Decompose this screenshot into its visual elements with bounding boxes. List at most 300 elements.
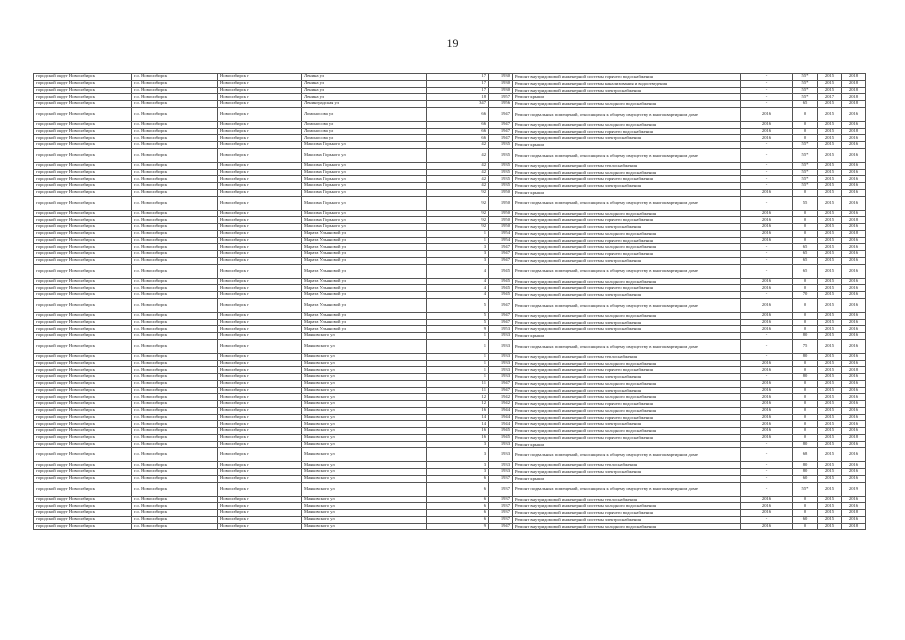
table-row [34, 475, 866, 482]
cell-street: Маяковского ул [302, 462, 427, 469]
cell-completed-year: 2016 [741, 428, 793, 435]
cell-city: г.о. Новосибирск [132, 230, 218, 237]
cell-district: городской округ Новосибирск [34, 475, 132, 482]
cell-street: Марата Ульяновой ул [302, 230, 427, 237]
cell-locality: Новосибирск г [218, 414, 302, 421]
cell-period-end: 2016 [842, 285, 866, 292]
cell-period-end: 2016 [842, 414, 866, 421]
cell-build-year: 1933 [489, 353, 513, 360]
cell-locality: Новосибирск г [218, 162, 302, 169]
cell-locality: Новосибирск г [218, 142, 302, 149]
cell-city: г.о. Новосибирск [132, 441, 218, 448]
cell-period-end: 2016 [842, 251, 866, 258]
cell-work-type: Ремонт внутридомовой инженерной системы холодного водоснабжения [513, 210, 741, 217]
cell-street: Маяковского ул [302, 475, 427, 482]
cell-build-year: 1935 [489, 142, 513, 149]
cell-district: городской округ Новосибирск [34, 516, 132, 523]
cell-work-type: Ремонт внутридомовой инженерной системы холодного водоснабжения [513, 380, 741, 387]
cell-completed-year: - [741, 441, 793, 448]
cell-house-number: 3 [427, 448, 489, 462]
cell-value: 0 [793, 428, 818, 435]
cell-build-year: 1945 [489, 278, 513, 285]
cell-period-start: 2015 [818, 475, 842, 482]
cell-street: Марата Ульяновой ул [302, 326, 427, 333]
cell-period-end: 2019 [842, 482, 866, 496]
cell-build-year: 1933 [489, 448, 513, 462]
table-row [34, 441, 866, 448]
cell-period-start: 2015 [818, 210, 842, 217]
table-row [34, 292, 866, 299]
cell-district: городской округ Новосибирск [34, 441, 132, 448]
cell-work-type: Ремонт внутридомовой инженерной системы холодного водоснабжения [513, 503, 741, 510]
cell-city: г.о. Новосибирск [132, 74, 218, 81]
cell-value: 0 [793, 210, 818, 217]
cell-city: г.о. Новосибирск [132, 107, 218, 121]
cell-value: 0 [793, 367, 818, 374]
cell-work-type: Ремонт крыши [513, 94, 741, 101]
cell-work-type: Ремонт внутридомовой инженерной системы холодного водоснабжения [513, 244, 741, 251]
cell-completed-year: 2016 [741, 394, 793, 401]
cell-value: 0 [793, 380, 818, 387]
cell-street: Ленина ул [302, 87, 427, 94]
cell-district: городской округ Новосибирск [34, 326, 132, 333]
table-row [34, 183, 866, 190]
cell-period-end: 2018 [842, 94, 866, 101]
cell-period-start: 2015 [818, 319, 842, 326]
cell-build-year: 1937 [489, 510, 513, 517]
cell-house-number: 3 [427, 441, 489, 448]
cell-period-start: 2015 [818, 230, 842, 237]
cell-completed-year: - [741, 251, 793, 258]
cell-period-start: 2017 [818, 94, 842, 101]
cell-value: 55* [793, 482, 818, 496]
cell-street: Марата Ульяновой ул [302, 251, 427, 258]
cell-locality: Новосибирск г [218, 217, 302, 224]
cell-value: 80 [793, 353, 818, 360]
cell-completed-year: - [741, 74, 793, 81]
cell-house-number: 42 [427, 142, 489, 149]
cell-work-type: Ремонт внутридомовой инженерной системы теплоснабжения [513, 496, 741, 503]
cell-house-number: 4 [427, 278, 489, 285]
cell-district: городской округ Новосибирск [34, 462, 132, 469]
cell-locality: Новосибирск г [218, 387, 302, 394]
cell-house-number: 42 [427, 183, 489, 190]
cell-city: г.о. Новосибирск [132, 217, 218, 224]
cell-house-number: 92 [427, 210, 489, 217]
cell-locality: Новосибирск г [218, 87, 302, 94]
cell-house-number: 17 [427, 80, 489, 87]
cell-locality: Новосибирск г [218, 196, 302, 210]
cell-street: Маяковского ул [302, 380, 427, 387]
cell-street: Ломоносова ул [302, 121, 427, 128]
cell-completed-year: - [741, 162, 793, 169]
cell-period-end: 2016 [842, 237, 866, 244]
cell-street: Ломоносова ул [302, 107, 427, 121]
cell-period-end: 2016 [842, 319, 866, 326]
cell-locality: Новосибирск г [218, 374, 302, 381]
cell-period-start: 2015 [818, 224, 842, 231]
cell-value: 55* [793, 176, 818, 183]
cell-period-end: 2016 [842, 496, 866, 503]
cell-street: Марата Ульяновой ул [302, 312, 427, 319]
cell-locality: Новосибирск г [218, 394, 302, 401]
cell-work-type: Ремонт внутридомовой инженерной системы холодного водоснабжения [513, 312, 741, 319]
cell-locality: Новосибирск г [218, 169, 302, 176]
cell-locality: Новосибирск г [218, 434, 302, 441]
cell-street: Марата Ульяновой ул [302, 264, 427, 278]
cell-street: Маяковского ул [302, 374, 427, 381]
cell-work-type: Ремонт подвальных помещений, относящихся к общему имуществу в многоквартирном доме [513, 264, 741, 278]
cell-period-start: 2015 [818, 169, 842, 176]
cell-work-type: Ремонт внутридомовой инженерной системы электроснабжения [513, 135, 741, 142]
cell-value: 0 [793, 523, 818, 530]
table-row [34, 353, 866, 360]
cell-house-number: 17 [427, 87, 489, 94]
cell-district: городской округ Новосибирск [34, 469, 132, 476]
cell-completed-year: 2016 [741, 401, 793, 408]
cell-build-year: 1954 [489, 237, 513, 244]
cell-period-end: 2016 [842, 503, 866, 510]
cell-period-start: 2015 [818, 80, 842, 87]
cell-street: Маяковского ул [302, 339, 427, 353]
cell-house-number: 92 [427, 189, 489, 196]
cell-period-end: 2016 [842, 407, 866, 414]
cell-work-type: Ремонт внутридомовой инженерной системы горячего водоснабжения [513, 434, 741, 441]
cell-house-number: 14 [427, 414, 489, 421]
cell-district: городской округ Новосибирск [34, 128, 132, 135]
cell-work-type: Ремонт подвальных помещений, относящихся к общему имуществу в многоквартирном доме [513, 339, 741, 353]
cell-build-year: 1947 [489, 244, 513, 251]
cell-period-end: 2018 [842, 510, 866, 517]
cell-district: городской округ Новосибирск [34, 264, 132, 278]
cell-work-type: Ремонт подвальных помещений, относящихся к общему имуществу в многоквартирном доме [513, 107, 741, 121]
cell-house-number: 92 [427, 217, 489, 224]
cell-period-start: 2015 [818, 142, 842, 149]
cell-value: 0 [793, 285, 818, 292]
cell-house-number: 42 [427, 148, 489, 162]
cell-period-end: 2016 [842, 326, 866, 333]
cell-city: г.о. Новосибирск [132, 360, 218, 367]
table-row [34, 374, 866, 381]
cell-work-type: Ремонт внутридомовой инженерной системы теплоснабжения [513, 462, 741, 469]
cell-street: Маяковского ул [302, 414, 427, 421]
cell-build-year: 1942 [489, 394, 513, 401]
cell-work-type: Ремонт внутридомовой инженерной системы электроснабжения [513, 421, 741, 428]
cell-completed-year: 2016 [741, 380, 793, 387]
cell-street: Маяковского ул [302, 333, 427, 340]
cell-build-year: 1930 [489, 74, 513, 81]
cell-street: Маяковского ул [302, 448, 427, 462]
cell-period-end: 2018 [842, 87, 866, 94]
cell-completed-year: - [741, 244, 793, 251]
cell-house-number: 6 [427, 510, 489, 517]
cell-locality: Новосибирск г [218, 360, 302, 367]
cell-period-start: 2015 [818, 367, 842, 374]
cell-value: 0 [793, 312, 818, 319]
cell-locality: Новосибирск г [218, 298, 302, 312]
cell-locality: Новосибирск г [218, 244, 302, 251]
cell-district: городской округ Новосибирск [34, 142, 132, 149]
cell-work-type: Ремонт внутридомовой инженерной системы электроснабжения [513, 374, 741, 381]
cell-value: 80 [793, 374, 818, 381]
table-row [34, 135, 866, 142]
cell-build-year: 1930 [489, 80, 513, 87]
cell-district: городской округ Новосибирск [34, 94, 132, 101]
cell-locality: Новосибирск г [218, 407, 302, 414]
cell-district: городской округ Новосибирск [34, 257, 132, 264]
cell-city: г.о. Новосибирск [132, 162, 218, 169]
cell-house-number: 3 [427, 257, 489, 264]
table-row [34, 94, 866, 101]
cell-value: 70 [793, 292, 818, 299]
cell-completed-year: 2016 [741, 230, 793, 237]
cell-build-year: 1947 [489, 319, 513, 326]
cell-completed-year: - [741, 169, 793, 176]
cell-completed-year: 2016 [741, 107, 793, 121]
cell-value: 0 [793, 217, 818, 224]
cell-street: Маяковского ул [302, 434, 427, 441]
cell-street: Маяковского ул [302, 387, 427, 394]
cell-value: 68 [793, 448, 818, 462]
cell-work-type: Ремонт внутридомовой инженерной системы электроснабжения [513, 87, 741, 94]
cell-period-end: 2016 [842, 380, 866, 387]
cell-build-year: 1933 [489, 441, 513, 448]
cell-district: городской округ Новосибирск [34, 244, 132, 251]
cell-locality: Новосибирск г [218, 510, 302, 517]
cell-period-end: 2016 [842, 353, 866, 360]
cell-period-end: 2016 [842, 387, 866, 394]
cell-work-type: Ремонт подвальных помещений, относящихся к общему имуществу в многоквартирном доме [513, 482, 741, 496]
cell-locality: Новосибирск г [218, 333, 302, 340]
table-row [34, 414, 866, 421]
cell-build-year: 1945 [489, 264, 513, 278]
cell-build-year: 1944 [489, 414, 513, 421]
cell-period-end: 2018 [842, 523, 866, 530]
cell-build-year: 1937 [489, 503, 513, 510]
table-row [34, 434, 866, 441]
cell-completed-year: 2016 [741, 387, 793, 394]
cell-period-start: 2015 [818, 374, 842, 381]
cell-build-year: 1944 [489, 421, 513, 428]
cell-period-start: 2015 [818, 189, 842, 196]
cell-period-end: 2016 [842, 121, 866, 128]
cell-locality: Новосибирск г [218, 224, 302, 231]
table-row [34, 278, 866, 285]
cell-street: Маяковского ул [302, 482, 427, 496]
cell-house-number: 11 [427, 380, 489, 387]
cell-value: 55* [793, 80, 818, 87]
cell-completed-year: - [741, 80, 793, 87]
works-table-container [33, 73, 865, 530]
cell-locality: Новосибирск г [218, 312, 302, 319]
cell-completed-year: 2016 [741, 414, 793, 421]
cell-work-type: Ремонт внутридомовой инженерной системы горячего водоснабжения [513, 251, 741, 258]
cell-house-number: 66 [427, 121, 489, 128]
cell-locality: Новосибирск г [218, 94, 302, 101]
cell-work-type: Ремонт внутридомовой инженерной системы холодного водоснабжения [513, 407, 741, 414]
cell-period-start: 2015 [818, 441, 842, 448]
table-row [34, 162, 866, 169]
cell-value: 0 [793, 319, 818, 326]
cell-locality: Новосибирск г [218, 148, 302, 162]
cell-street: Ленина ул [302, 94, 427, 101]
cell-value: 55 [793, 196, 818, 210]
cell-house-number: 5 [427, 298, 489, 312]
cell-house-number: 5 [427, 312, 489, 319]
cell-period-start: 2015 [818, 448, 842, 462]
cell-city: г.о. Новосибирск [132, 469, 218, 476]
cell-period-end: 2016 [842, 292, 866, 299]
cell-house-number: 16 [427, 434, 489, 441]
table-row [34, 380, 866, 387]
cell-build-year: 1933 [489, 469, 513, 476]
cell-completed-year: 2016 [741, 224, 793, 231]
cell-build-year: 1947 [489, 251, 513, 258]
cell-value: 65 [793, 244, 818, 251]
cell-district: городской округ Новосибирск [34, 401, 132, 408]
cell-period-end: 2016 [842, 448, 866, 462]
cell-completed-year: 2016 [741, 210, 793, 217]
cell-locality: Новосибирск г [218, 107, 302, 121]
cell-district: городской округ Новосибирск [34, 407, 132, 414]
cell-completed-year: 2016 [741, 523, 793, 530]
cell-work-type: Ремонт внутридомовой инженерной системы теплоснабжения [513, 162, 741, 169]
cell-street: Марата Ульяновой ул [302, 244, 427, 251]
cell-value: 0 [793, 326, 818, 333]
cell-build-year: 1945 [489, 292, 513, 299]
cell-value: 0 [793, 230, 818, 237]
cell-work-type: Ремонт внутридомовой инженерной системы холодного водоснабжения [513, 428, 741, 435]
cell-city: г.о. Новосибирск [132, 257, 218, 264]
cell-locality: Новосибирск г [218, 210, 302, 217]
cell-value: 55* [793, 148, 818, 162]
cell-value: 65 [793, 251, 818, 258]
cell-locality: Новосибирск г [218, 503, 302, 510]
table-row [34, 80, 866, 87]
cell-period-start: 2015 [818, 101, 842, 108]
cell-work-type: Ремонт внутридомовой инженерной системы электроснабжения [513, 183, 741, 190]
cell-completed-year: - [741, 101, 793, 108]
cell-locality: Новосибирск г [218, 101, 302, 108]
cell-district: городской округ Новосибирск [34, 482, 132, 496]
table-row [34, 469, 866, 476]
cell-locality: Новосибирск г [218, 448, 302, 462]
cell-street: Маяковского ул [302, 353, 427, 360]
cell-city: г.о. Новосибирск [132, 94, 218, 101]
cell-city: г.о. Новосибирск [132, 128, 218, 135]
cell-value: 0 [793, 401, 818, 408]
cell-locality: Новосибирск г [218, 428, 302, 435]
table-row [34, 101, 866, 108]
cell-house-number: 1 [427, 353, 489, 360]
cell-district: городской округ Новосибирск [34, 496, 132, 503]
cell-build-year: 1950 [489, 224, 513, 231]
cell-period-end: 2018 [842, 128, 866, 135]
cell-build-year: 1950 [489, 217, 513, 224]
cell-locality: Новосибирск г [218, 264, 302, 278]
cell-locality: Новосибирск г [218, 230, 302, 237]
cell-city: г.о. Новосибирск [132, 319, 218, 326]
table-row [34, 421, 866, 428]
cell-completed-year: 2016 [741, 326, 793, 333]
table-row [34, 121, 866, 128]
cell-locality: Новосибирск г [218, 319, 302, 326]
cell-value: 65 [793, 101, 818, 108]
cell-completed-year: 2016 [741, 360, 793, 367]
cell-period-end: 2016 [842, 189, 866, 196]
table-row [34, 224, 866, 231]
cell-completed-year: - [741, 148, 793, 162]
cell-house-number: 16 [427, 428, 489, 435]
cell-completed-year: - [741, 94, 793, 101]
cell-locality: Новосибирск г [218, 475, 302, 482]
cell-work-type: Ремонт внутридомовой инженерной системы холодного водоснабжения [513, 121, 741, 128]
cell-completed-year: - [741, 462, 793, 469]
cell-city: г.о. Новосибирск [132, 523, 218, 530]
cell-district: городской округ Новосибирск [34, 394, 132, 401]
cell-value: 55* [793, 183, 818, 190]
cell-district: городской округ Новосибирск [34, 196, 132, 210]
cell-city: г.о. Новосибирск [132, 462, 218, 469]
cell-district: городской округ Новосибирск [34, 251, 132, 258]
cell-street: Максима Горького ул [302, 142, 427, 149]
cell-build-year: 1933 [489, 374, 513, 381]
cell-build-year: 1947 [489, 298, 513, 312]
cell-work-type: Ремонт внутридомовой инженерной системы горячего водоснабжения [513, 217, 741, 224]
cell-period-start: 2015 [818, 87, 842, 94]
cell-street: Ленина ул [302, 74, 427, 81]
cell-house-number: 66 [427, 135, 489, 142]
cell-city: г.о. Новосибирск [132, 407, 218, 414]
cell-street: Маяковского ул [302, 421, 427, 428]
cell-house-number: 1 [427, 237, 489, 244]
cell-district: городской округ Новосибирск [34, 176, 132, 183]
cell-period-start: 2015 [818, 264, 842, 278]
cell-district: городской округ Новосибирск [34, 339, 132, 353]
cell-period-end: 2016 [842, 244, 866, 251]
cell-locality: Новосибирск г [218, 121, 302, 128]
cell-work-type: Ремонт крыши [513, 441, 741, 448]
cell-completed-year: 2016 [741, 312, 793, 319]
cell-city: г.о. Новосибирск [132, 401, 218, 408]
cell-district: городской округ Новосибирск [34, 162, 132, 169]
cell-period-end: 2016 [842, 312, 866, 319]
cell-period-end: 2016 [842, 169, 866, 176]
cell-work-type: Ремонт внутридомовой инженерной системы горячего водоснабжения [513, 285, 741, 292]
table-row [34, 107, 866, 121]
table-row [34, 298, 866, 312]
table-row [34, 87, 866, 94]
cell-street: Маяковского ул [302, 523, 427, 530]
cell-completed-year: 2016 [741, 278, 793, 285]
cell-completed-year: - [741, 469, 793, 476]
table-row [34, 428, 866, 435]
cell-work-type: Ремонт внутридомовой инженерной системы горячего водоснабжения [513, 237, 741, 244]
cell-city: г.о. Новосибирск [132, 237, 218, 244]
cell-value: 0 [793, 278, 818, 285]
cell-city: г.о. Новосибирск [132, 142, 218, 149]
cell-house-number: 5 [427, 319, 489, 326]
cell-period-end: 2016 [842, 278, 866, 285]
cell-completed-year: 2016 [741, 237, 793, 244]
cell-period-start: 2015 [818, 516, 842, 523]
cell-period-end: 2016 [842, 210, 866, 217]
cell-work-type: Ремонт внутридомовой инженерной системы холодного водоснабжения [513, 523, 741, 530]
cell-house-number: 92 [427, 196, 489, 210]
cell-house-number: 4 [427, 264, 489, 278]
cell-period-end: 2016 [842, 516, 866, 523]
cell-build-year: 1950 [489, 189, 513, 196]
